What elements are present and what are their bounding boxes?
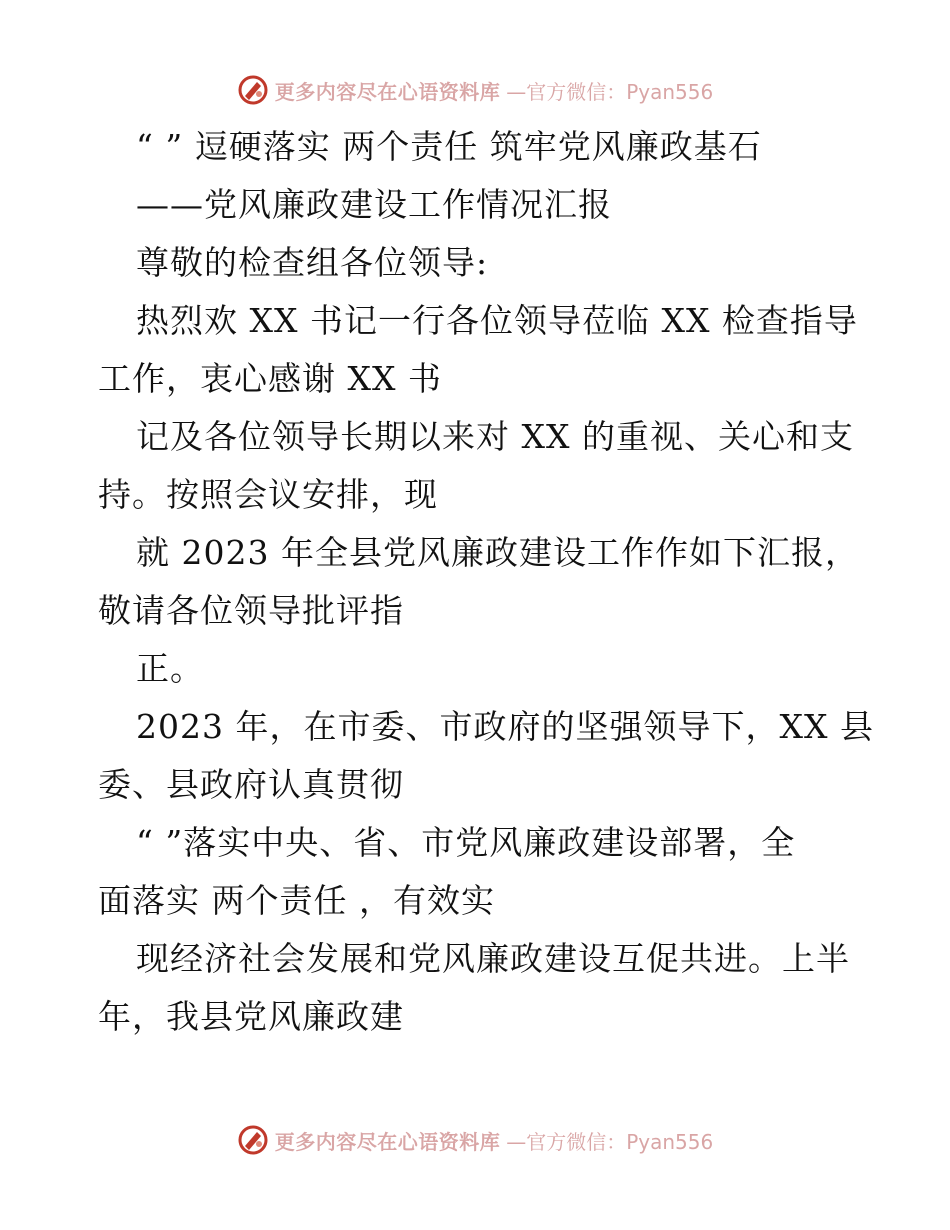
paragraph-line: 年，我县党风廉政建 (98, 997, 404, 1036)
watermark-wechat-text: —官方微信：Pyan556 (506, 1129, 714, 1154)
paragraph-line: 正。 (136, 649, 204, 688)
header-watermark (0, 70, 950, 110)
document-title: “ ” 逗硬落实 两个责任 筑牢党风廉政基石 (136, 127, 762, 166)
footer-watermark (0, 1120, 950, 1160)
paragraph-line: 工作，衷心感谢 XX 书 (98, 359, 442, 398)
salutation: 尊敬的检查组各位领导: (136, 243, 489, 282)
watermark-brand-text: 更多内容尽在心语资料库 (274, 79, 501, 104)
paragraph-line: 记及各位领导长期以来对 XX 的重视、关心和支 (136, 417, 854, 456)
paragraph-line: 委、县政府认真贯彻 (98, 765, 404, 804)
paragraph-line: 热烈欢 XX 书记一行各位领导莅临 XX 检查指导 (136, 301, 858, 340)
paragraph-line: 敬请各位领导批评指 (98, 591, 404, 630)
document-subtitle: ——党风廉政建设工作情况汇报 (136, 185, 612, 224)
paragraph-line: 2023 年，在市委、市政府的坚强领导下，XX 县 (136, 707, 874, 746)
paragraph-line: 面落实 两个责任 ，有效实 (98, 881, 495, 920)
watermark-wechat-text: —官方微信：Pyan556 (506, 79, 714, 104)
paragraph-line: 就 2023 年全县党风廉政建设工作作如下汇报， (136, 533, 859, 572)
brand-logo-icon (237, 1124, 269, 1156)
paragraph-line: 持。按照会议安排，现 (98, 475, 438, 514)
paragraph-line: “ ”落实中央、省、市党风廉政建设部署，全 (136, 823, 796, 862)
document-body (98, 118, 874, 1046)
paragraph-line: 现经济社会发展和党风廉政建设互促共进。上半 (136, 939, 850, 978)
brand-logo-icon (237, 74, 269, 106)
watermark-brand-text: 更多内容尽在心语资料库 (274, 1129, 501, 1154)
